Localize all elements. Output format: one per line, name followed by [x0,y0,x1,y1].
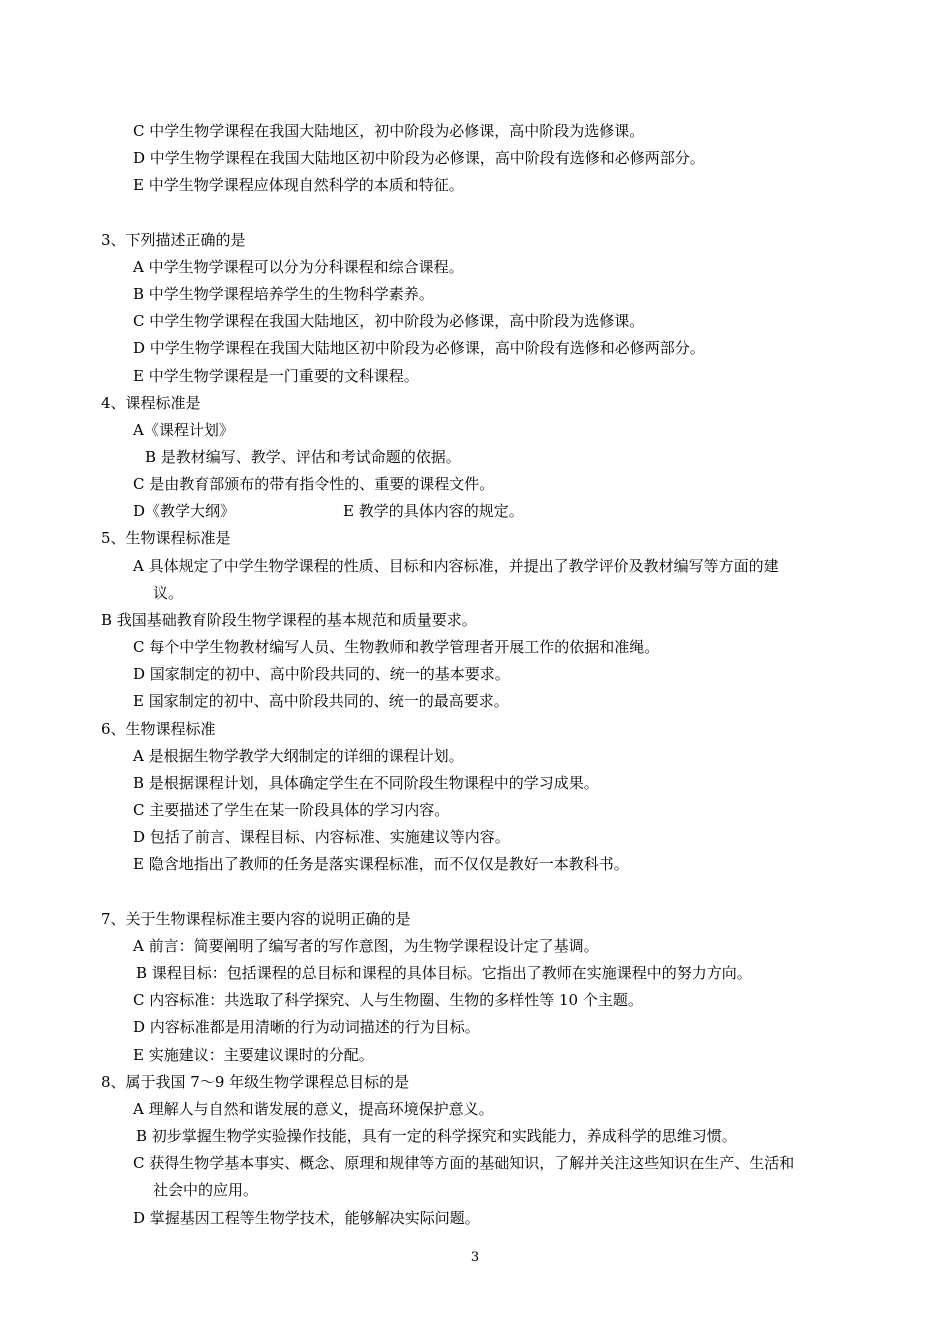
question-title: 3、下列描述正确的是 [101,231,246,249]
option-line: E 教学的具体内容的规定。 [343,502,524,520]
option-line: C 内容标准：共选取了科学探究、人与生物圈、生物的多样性等 10 个主题。 [133,991,643,1009]
option-line: B 初步掌握生物学实验操作技能，具有一定的科学探究和实践能力，养成科学的思维习惯。 [136,1127,737,1145]
option-line: C 每个中学生物教材编写人员、生物教师和教学管理者开展工作的依据和准绳。 [133,638,660,656]
option-line: D 掌握基因工程等生物学技术，能够解决实际问题。 [133,1209,480,1227]
option-line: A 中学生物学课程可以分为分科课程和综合课程。 [133,258,464,276]
option-line: D 中学生物学课程在我国大陆地区初中阶段为必修课，高中阶段有选修和必修两部分。 [133,149,705,167]
option-line: D《教学大纲》 [133,502,236,520]
option-line: A 具体规定了中学生物学课程的性质、目标和内容标准，并提出了教学评价及教材编写等方面的建 [133,557,779,575]
question-title: 6、生物课程标准 [101,720,216,738]
option-line: D 国家制定的初中、高中阶段共同的、统一的基本要求。 [133,665,510,683]
option-line: C 是由教育部颁布的带有指令性的、重要的课程文件。 [133,475,495,493]
option-line: C 获得生物学基本事实、概念、原理和规律等方面的基础知识，了解并关注这些知识在生产、生活和 [133,1154,795,1172]
option-line: B 是根据课程计划，具体确定学生在不同阶段生物课程中的学习成果。 [133,774,599,792]
option-line-continued: 社会中的应用。 [153,1181,259,1199]
option-line: B 是教材编写、教学、评估和考试命题的依据。 [145,448,461,466]
question-title: 5、生物课程标准是 [101,529,231,547]
option-line: B 我国基础教育阶段生物学课程的基本规范和质量要求。 [101,611,477,629]
option-line-continued: 议。 [153,584,184,602]
option-line: B 课程目标：包括课程的总目标和课程的具体目标。它指出了教师在实施课程中的努力方向。 [136,964,752,982]
option-line: A《课程计划》 [133,421,234,439]
option-line: E 国家制定的初中、高中阶段共同的、统一的最高要求。 [133,692,509,710]
option-line: E 实施建议：主要建议课时的分配。 [133,1046,374,1064]
option-line: E 中学生物学课程是一门重要的文科课程。 [133,367,419,385]
option-line: D 中学生物学课程在我国大陆地区初中阶段为必修课，高中阶段有选修和必修两部分。 [133,339,705,357]
option-line: E 中学生物学课程应体现自然科学的本质和特征。 [133,176,464,194]
option-line: A 前言：简要阐明了编写者的写作意图，为生物学课程设计定了基调。 [133,937,599,955]
option-line: E 隐含地指出了教师的任务是落实课程标准，而不仅仅是教好一本教科书。 [133,855,629,873]
option-line: A 理解人与自然和谐发展的意义，提高环境保护意义。 [133,1100,494,1118]
option-line: B 中学生物学课程培养学生的生物科学素养。 [133,285,434,303]
option-line: C 中学生物学课程在我国大陆地区，初中阶段为必修课，高中阶段为选修课。 [133,312,645,330]
option-line: D 包括了前言、课程目标、内容标准、实施建议等内容。 [133,828,510,846]
option-line: C 主要描述了学生在某一阶段具体的学习内容。 [133,801,450,819]
question-title: 4、课程标准是 [101,394,201,412]
question-title: 8、属于我国 7～9 年级生物学课程总目标的是 [101,1073,410,1091]
option-line: D 内容标准都是用清晰的行为动词描述的行为目标。 [133,1018,480,1036]
option-line: C 中学生物学课程在我国大陆地区，初中阶段为必修课，高中阶段为选修课。 [133,122,645,140]
page-number: 3 [470,1250,480,1265]
option-line: A 是根据生物学教学大纲制定的详细的课程计划。 [133,747,464,765]
question-title: 7、关于生物课程标准主要内容的说明正确的是 [101,910,411,928]
